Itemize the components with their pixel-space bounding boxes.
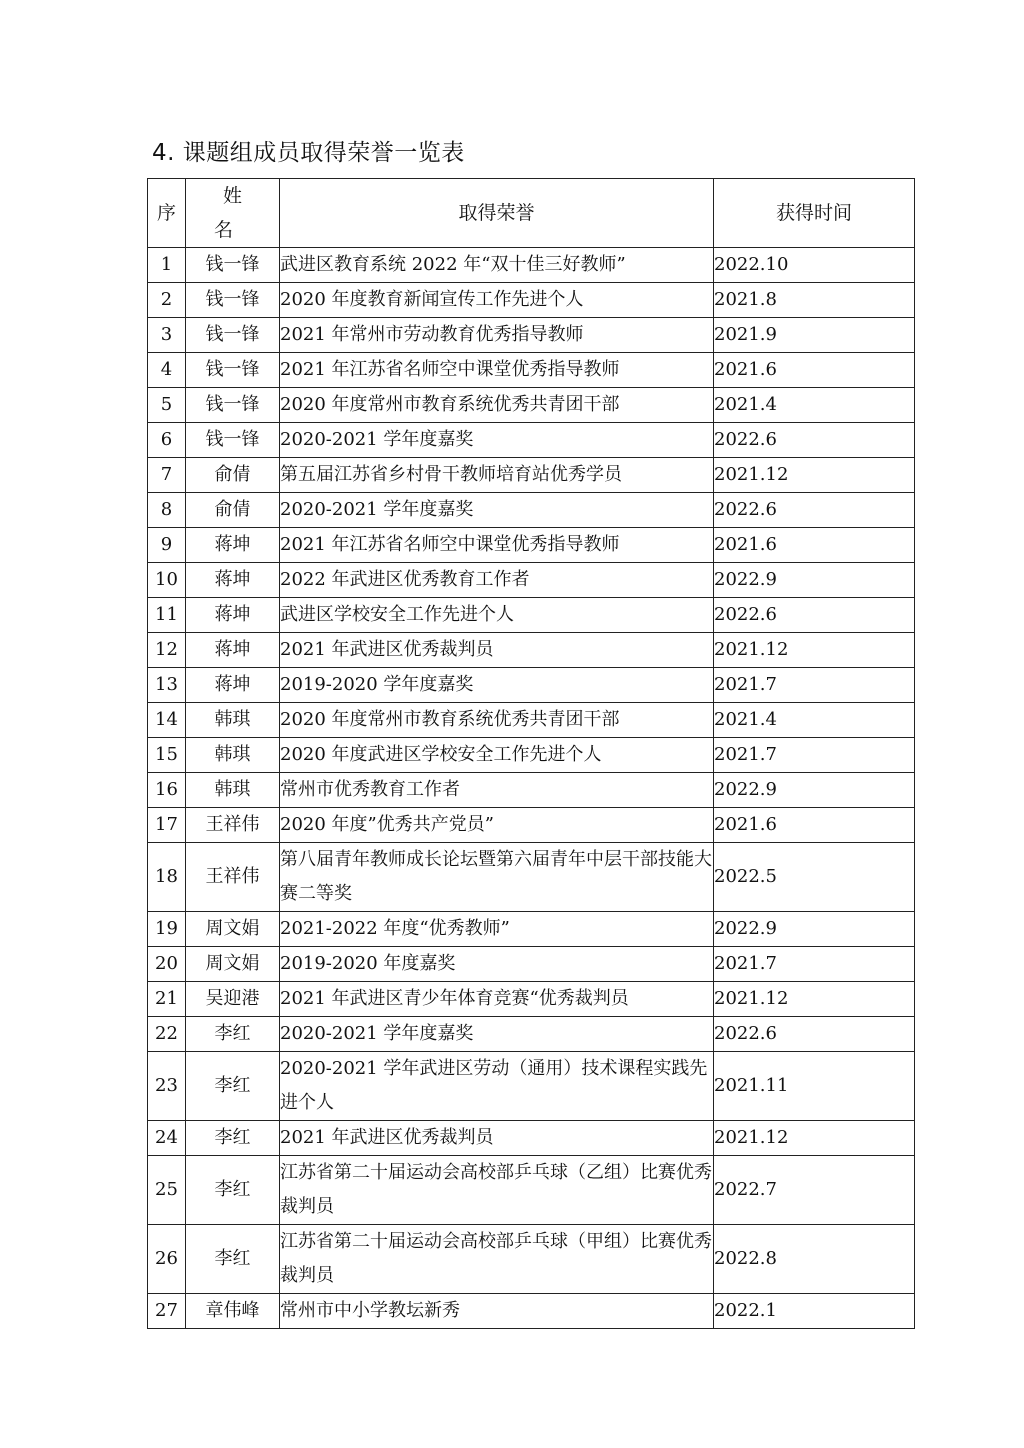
row-date: 2021.12 xyxy=(714,458,915,493)
row-honor: 武进区学校安全工作先进个人 xyxy=(280,598,714,633)
header-index: 序 xyxy=(148,179,186,248)
row-name: 俞倩 xyxy=(186,493,280,528)
row-index: 19 xyxy=(148,912,186,947)
row-date: 2022.9 xyxy=(714,912,915,947)
row-honor: 2021 年武进区优秀裁判员 xyxy=(280,1121,714,1156)
row-date: 2022.10 xyxy=(714,248,915,283)
row-name: 蒋坤 xyxy=(186,668,280,703)
row-date: 2021.9 xyxy=(714,318,915,353)
row-honor: 2020-2021 学年度嘉奖 xyxy=(280,493,714,528)
row-name: 蒋坤 xyxy=(186,563,280,598)
table-row xyxy=(148,703,915,738)
row-name: 王祥伟 xyxy=(186,843,280,912)
row-honor: 2021 年武进区优秀裁判员 xyxy=(280,633,714,668)
table-row xyxy=(148,1156,915,1225)
row-honor: 2022 年武进区优秀教育工作者 xyxy=(280,563,714,598)
row-index: 11 xyxy=(148,598,186,633)
row-name: 吴迎港 xyxy=(186,982,280,1017)
row-name: 周文娟 xyxy=(186,947,280,982)
table-row xyxy=(148,283,915,318)
row-index: 18 xyxy=(148,843,186,912)
table-row xyxy=(148,1121,915,1156)
row-date: 2021.12 xyxy=(714,633,915,668)
row-honor: 第八届青年教师成长论坛暨第六届青年中层干部技能大赛二等奖 xyxy=(280,843,714,912)
table-row xyxy=(148,598,915,633)
row-index: 22 xyxy=(148,1017,186,1052)
row-index: 16 xyxy=(148,773,186,808)
row-index: 24 xyxy=(148,1121,186,1156)
table-row xyxy=(148,1052,915,1121)
row-index: 25 xyxy=(148,1156,186,1225)
table-row xyxy=(148,493,915,528)
row-date: 2021.6 xyxy=(714,808,915,843)
row-date: 2021.7 xyxy=(714,668,915,703)
row-date: 2022.7 xyxy=(714,1156,915,1225)
row-honor: 2020 年度常州市教育系统优秀共青团干部 xyxy=(280,703,714,738)
row-date: 2022.1 xyxy=(714,1294,915,1329)
row-date: 2021.12 xyxy=(714,1121,915,1156)
table-row xyxy=(148,982,915,1017)
table-row xyxy=(148,633,915,668)
table-row xyxy=(148,668,915,703)
row-name: 钱一锋 xyxy=(186,318,280,353)
row-date: 2022.8 xyxy=(714,1225,915,1294)
row-index: 8 xyxy=(148,493,186,528)
row-honor: 2020 年度武进区学校安全工作先进个人 xyxy=(280,738,714,773)
table-row xyxy=(148,528,915,563)
table-row xyxy=(148,423,915,458)
row-honor: 江苏省第二十届运动会高校部乒乓球（乙组）比赛优秀裁判员 xyxy=(280,1156,714,1225)
row-date: 2022.9 xyxy=(714,563,915,598)
table-row xyxy=(148,388,915,423)
row-index: 23 xyxy=(148,1052,186,1121)
row-name: 韩琪 xyxy=(186,773,280,808)
row-index: 13 xyxy=(148,668,186,703)
row-index: 26 xyxy=(148,1225,186,1294)
row-name: 蒋坤 xyxy=(186,598,280,633)
row-date: 2022.6 xyxy=(714,1017,915,1052)
row-name: 钱一锋 xyxy=(186,248,280,283)
row-name: 李红 xyxy=(186,1156,280,1225)
row-index: 12 xyxy=(148,633,186,668)
row-name: 王祥伟 xyxy=(186,808,280,843)
row-name: 李红 xyxy=(186,1225,280,1294)
row-date: 2021.12 xyxy=(714,982,915,1017)
row-name: 周文娟 xyxy=(186,912,280,947)
header-honor: 取得荣誉 xyxy=(280,179,714,248)
row-name: 钱一锋 xyxy=(186,423,280,458)
row-name: 李红 xyxy=(186,1121,280,1156)
table-row xyxy=(148,843,915,912)
table-row xyxy=(148,458,915,493)
table-row xyxy=(148,773,915,808)
row-index: 20 xyxy=(148,947,186,982)
row-index: 17 xyxy=(148,808,186,843)
row-date: 2021.7 xyxy=(714,947,915,982)
row-name: 钱一锋 xyxy=(186,353,280,388)
table-row xyxy=(148,248,915,283)
row-index: 14 xyxy=(148,703,186,738)
row-date: 2021.11 xyxy=(714,1052,915,1121)
row-name: 韩琪 xyxy=(186,738,280,773)
row-date: 2021.7 xyxy=(714,738,915,773)
table-row xyxy=(148,738,915,773)
row-index: 10 xyxy=(148,563,186,598)
honors-table xyxy=(147,178,915,1329)
row-date: 2021.8 xyxy=(714,283,915,318)
row-name: 李红 xyxy=(186,1017,280,1052)
row-honor: 2021-2022 年度“优秀教师” xyxy=(280,912,714,947)
table-header-row xyxy=(148,179,915,248)
header-name-label: 姓 名 xyxy=(213,185,260,241)
table-row xyxy=(148,563,915,598)
row-name: 钱一锋 xyxy=(186,388,280,423)
row-honor: 2021 年常州市劳动教育优秀指导教师 xyxy=(280,318,714,353)
row-honor: 第五届江苏省乡村骨干教师培育站优秀学员 xyxy=(280,458,714,493)
row-honor: 武进区教育系统 2022 年“双十佳三好教师” xyxy=(280,248,714,283)
row-index: 5 xyxy=(148,388,186,423)
row-name: 俞倩 xyxy=(186,458,280,493)
table-row xyxy=(148,353,915,388)
row-index: 1 xyxy=(148,248,186,283)
table-row xyxy=(148,1294,915,1329)
row-index: 27 xyxy=(148,1294,186,1329)
row-name: 韩琪 xyxy=(186,703,280,738)
row-date: 2021.6 xyxy=(714,353,915,388)
row-honor: 2020-2021 学年武进区劳动（通用）技术课程实践先进个人 xyxy=(280,1052,714,1121)
row-index: 6 xyxy=(148,423,186,458)
table-row xyxy=(148,1017,915,1052)
row-index: 21 xyxy=(148,982,186,1017)
row-name: 李红 xyxy=(186,1052,280,1121)
row-honor: 2020-2021 学年度嘉奖 xyxy=(280,1017,714,1052)
row-honor: 常州市优秀教育工作者 xyxy=(280,773,714,808)
table-row xyxy=(148,318,915,353)
row-honor: 2021 年江苏省名师空中课堂优秀指导教师 xyxy=(280,528,714,563)
row-date: 2022.6 xyxy=(714,423,915,458)
table-row xyxy=(148,1225,915,1294)
row-honor: 2019-2020 年度嘉奖 xyxy=(280,947,714,982)
table-row xyxy=(148,912,915,947)
header-date: 获得时间 xyxy=(714,179,915,248)
row-honor: 江苏省第二十届运动会高校部乒乓球（甲组）比赛优秀裁判员 xyxy=(280,1225,714,1294)
row-index: 2 xyxy=(148,283,186,318)
row-date: 2021.4 xyxy=(714,388,915,423)
row-index: 9 xyxy=(148,528,186,563)
row-honor: 2019-2020 学年度嘉奖 xyxy=(280,668,714,703)
row-date: 2022.6 xyxy=(714,493,915,528)
row-name: 蒋坤 xyxy=(186,633,280,668)
page-title: 4. 课题组成员取得荣誉一览表 xyxy=(152,140,465,166)
row-date: 2021.4 xyxy=(714,703,915,738)
row-name: 蒋坤 xyxy=(186,528,280,563)
row-honor: 2020 年度常州市教育系统优秀共青团干部 xyxy=(280,388,714,423)
table-row xyxy=(148,947,915,982)
row-index: 15 xyxy=(148,738,186,773)
row-honor: 2021 年武进区青少年体育竞赛“优秀裁判员 xyxy=(280,982,714,1017)
row-honor: 2020-2021 学年度嘉奖 xyxy=(280,423,714,458)
row-date: 2022.5 xyxy=(714,843,915,912)
row-date: 2021.6 xyxy=(714,528,915,563)
row-honor: 2021 年江苏省名师空中课堂优秀指导教师 xyxy=(280,353,714,388)
row-honor: 常州市中小学教坛新秀 xyxy=(280,1294,714,1329)
row-honor: 2020 年度教育新闻宣传工作先进个人 xyxy=(280,283,714,318)
row-name: 章伟峰 xyxy=(186,1294,280,1329)
row-index: 3 xyxy=(148,318,186,353)
row-date: 2022.9 xyxy=(714,773,915,808)
header-name xyxy=(186,179,280,248)
row-date: 2022.6 xyxy=(714,598,915,633)
table-row xyxy=(148,808,915,843)
row-name: 钱一锋 xyxy=(186,283,280,318)
row-index: 4 xyxy=(148,353,186,388)
table-body xyxy=(148,248,915,1329)
row-index: 7 xyxy=(148,458,186,493)
row-honor: 2020 年度”优秀共产党员” xyxy=(280,808,714,843)
